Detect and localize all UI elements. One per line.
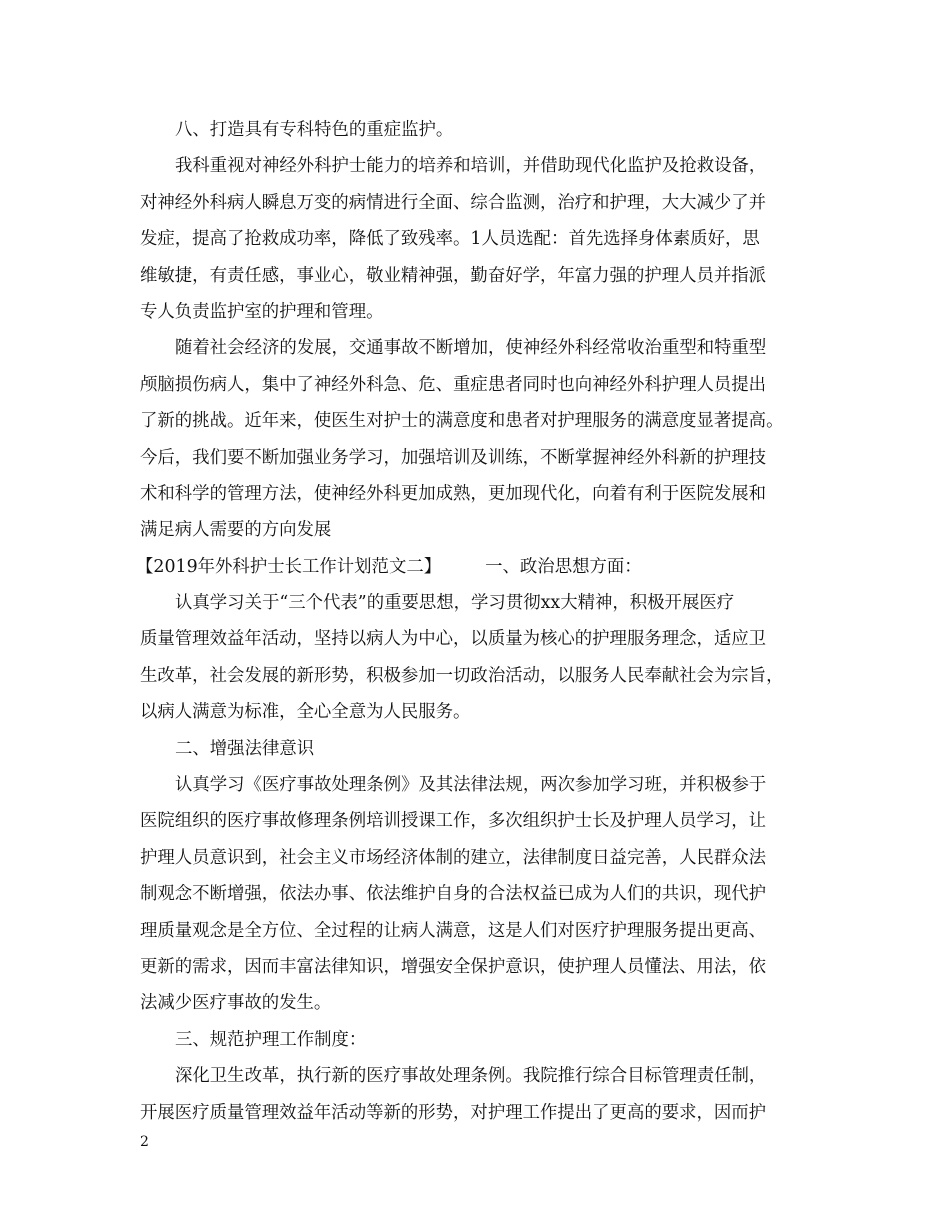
paragraph-line: 术和科学的管理方法，使神经外科更加成熟，更加现代化，向着有利于医院发展和 xyxy=(140,483,767,504)
section-title: 【2019年外科护士长工作计划范文二】 xyxy=(136,556,442,577)
paragraph-line: 医院组织的医疗事故修理条例培训授课工作，多次组织护士长及护理人员学习，让 xyxy=(140,811,767,832)
paragraph-line: 颅脑损伤病人，集中了神经外科急、危、重症患者同时也向神经外科护理人员提出 xyxy=(140,374,767,395)
section-heading-eight: 八、打造具有专科特色的重症监护。 xyxy=(175,120,454,140)
page-number: 2 xyxy=(140,1134,149,1150)
paragraph-line: 认真学习关于“三个代表”的重要思想，学习贯彻xx大精神，积极开展医疗 xyxy=(175,593,735,614)
section-subtitle: 一、政治思想方面： xyxy=(485,556,642,577)
paragraph-line: 我科重视对神经外科护士能力的培养和培训，并借助现代化监护及抢救设备， xyxy=(175,156,767,177)
paragraph-line: 对神经外科病人瞬息万变的病情进行全面、综合监测，治疗和护理，大大减少了并 xyxy=(140,192,767,213)
paragraph-line: 以病人满意为标准，全心全意为人民服务。 xyxy=(140,702,471,723)
paragraph-line: 认真学习《医疗事故处理条例》及其法律法规，两次参加学习班，并积极参于 xyxy=(175,775,767,796)
paragraph-line: 随着社会经济的发展，交通事故不断增加，使神经外科经常收治重型和特重型 xyxy=(175,338,767,359)
paragraph-line: 质量管理效益年活动，坚持以病人为中心，以质量为核心的护理服务理念，适应卫 xyxy=(140,629,767,650)
paragraph-line: 护理人员意识到，社会主义市场经济体制的建立，法律制度日益完善，人民群众法 xyxy=(140,847,767,868)
paragraph-line: 生改革，社会发展的新形势，积极参加一切政治活动，以服务人民奉献社会为宗旨， xyxy=(140,665,784,686)
paragraph-line: 制观念不断增强，依法办事、依法维护自身的合法权益已成为人们的共识，现代护 xyxy=(140,884,767,905)
paragraph-line: 深化卫生改革，执行新的医疗事故处理条例。我院推行综合目标管理责任制， xyxy=(175,1066,767,1087)
paragraph-line: 了新的挑战。近年来，使医生对护士的满意度和患者对护理服务的满意度显著提高。 xyxy=(140,411,784,432)
section-title-line xyxy=(136,549,820,585)
document-body xyxy=(136,112,820,1131)
paragraph-line: 满足病人需要的方向发展 xyxy=(140,520,332,541)
paragraph-line: 开展医疗质量管理效益年活动等新的形势，对护理工作提出了更高的要求，因而护 xyxy=(140,1102,767,1123)
paragraph-line: 更新的需求，因而丰富法律知识，增强安全保护意识，使护理人员懂法、用法，依 xyxy=(140,956,767,977)
paragraph-line: 法减少医疗事故的发生。 xyxy=(140,993,332,1014)
section-heading-two: 二、增强法律意识 xyxy=(175,738,315,759)
paragraph-line: 今后，我们要不断加强业务学习，加强培训及训练，不断掌握神经外科新的护理技 xyxy=(140,447,767,468)
paragraph-line: 发症，提高了抢救成功率，降低了致残率。1人员选配：首先选择身体素质好，思 xyxy=(140,229,760,250)
section-heading-three: 三、规范护理工作制度： xyxy=(175,1029,367,1050)
paragraph-line: 专人负责监护室的护理和管理。 xyxy=(140,301,384,322)
paragraph-line: 维敏捷，有责任感，事业心，敬业精神强，勤奋好学，年富力强的护理人员并指派 xyxy=(140,265,767,286)
paragraph-line: 理质量观念是全方位、全过程的让病人满意，这是人们对医疗护理服务提出更高、 xyxy=(140,920,767,941)
